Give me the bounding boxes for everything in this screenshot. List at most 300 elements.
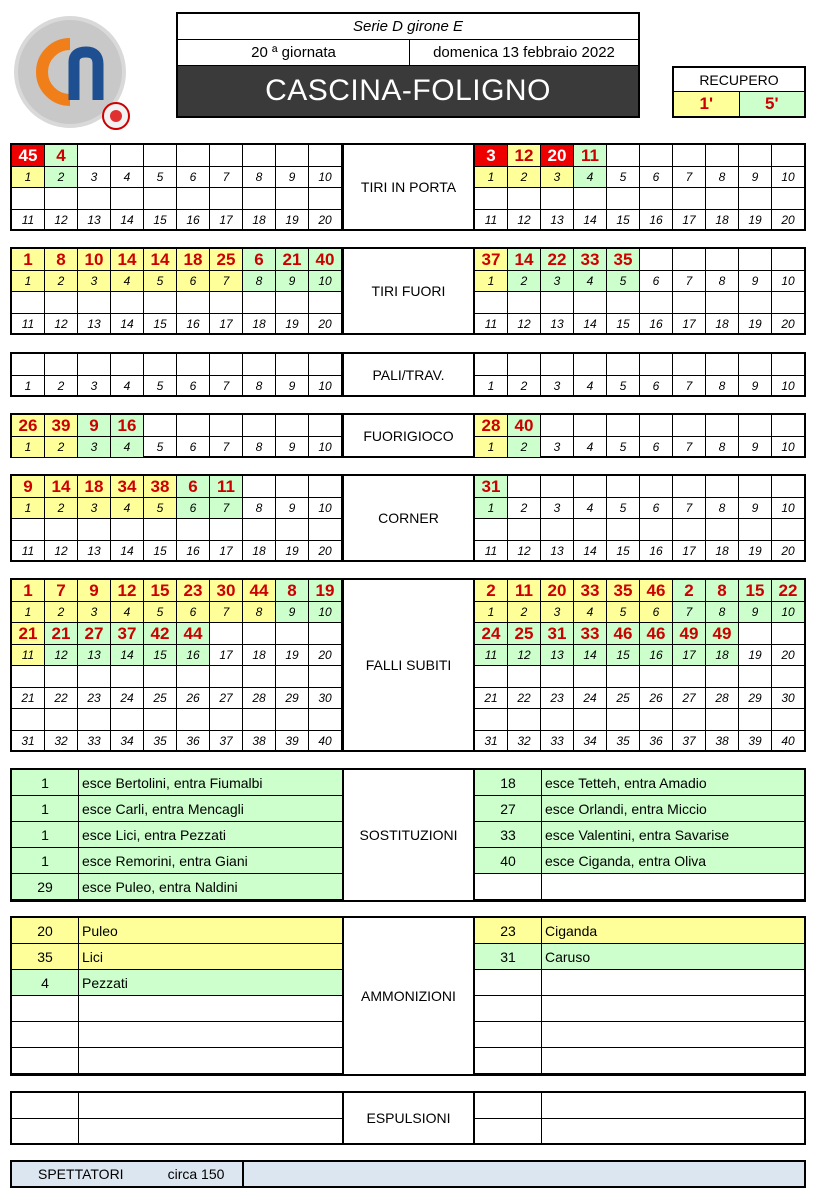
index-cell: 37 [210, 731, 243, 752]
minute-cell [706, 476, 739, 498]
list-item [475, 918, 804, 944]
event-text [542, 996, 804, 1021]
index-cell: 19 [276, 645, 309, 666]
list-item [12, 1048, 344, 1074]
minute-cell [508, 666, 541, 688]
index-cell: 7 [210, 376, 243, 397]
index-cell: 7 [210, 271, 243, 292]
minute-cell [177, 145, 210, 167]
minute-cell [45, 188, 78, 210]
list-item [475, 796, 804, 822]
minute-cell [739, 292, 772, 314]
minute-cell: 33 [574, 249, 607, 271]
minute-cell: 11 [508, 580, 541, 602]
index-cell: 28 [243, 688, 276, 709]
minute-cell [309, 666, 342, 688]
index-cell: 20 [772, 210, 805, 231]
minute-cell: 8 [45, 249, 78, 271]
index-cell: 4 [574, 271, 607, 292]
minute-cell [45, 292, 78, 314]
minute-cell: 22 [541, 249, 574, 271]
minute-cell [210, 292, 243, 314]
minute-value: 1 [12, 770, 79, 795]
minute-cell [541, 354, 574, 376]
index-cell: 6 [177, 437, 210, 458]
index-cell: 25 [607, 688, 640, 709]
index-cell: 30 [309, 688, 342, 709]
minute-cell [739, 188, 772, 210]
index-cell: 16 [640, 541, 673, 562]
index-cell: 12 [508, 314, 541, 335]
index-cell: 13 [541, 314, 574, 335]
event-text: esce Valentini, entra Savarise [545, 826, 730, 843]
index-cell: 14 [574, 541, 607, 562]
minute-cell [177, 709, 210, 731]
index-cell: 34 [111, 731, 144, 752]
list-item [12, 770, 344, 796]
index-cell: 14 [111, 210, 144, 231]
minute-cell: 8 [706, 580, 739, 602]
index-cell: 15 [607, 645, 640, 666]
minute-cell [574, 415, 607, 437]
index-cell: 7 [673, 437, 706, 458]
index-cell: 9 [276, 498, 309, 519]
index-cell: 1 [12, 376, 45, 397]
minute-cell: 9 [78, 415, 111, 437]
minute-cell [78, 666, 111, 688]
minute-cell [739, 709, 772, 731]
index-cell: 9 [739, 437, 772, 458]
minute-cell [673, 145, 706, 167]
index-cell: 32 [45, 731, 78, 752]
list-item [475, 848, 804, 874]
minute-cell [78, 145, 111, 167]
minute-cell: 2 [475, 580, 508, 602]
minute-cell: 37 [475, 249, 508, 271]
index-cell: 2 [508, 376, 541, 397]
minute-cell: 40 [309, 249, 342, 271]
index-cell: 8 [706, 437, 739, 458]
minute-value [475, 996, 542, 1021]
index-cell: 26 [177, 688, 210, 709]
minute-cell [640, 519, 673, 541]
minute-cell: 40 [508, 415, 541, 437]
index-cell: 7 [210, 498, 243, 519]
index-cell: 5 [144, 271, 177, 292]
sostituzioni-label: SOSTITUZIONI [342, 770, 475, 900]
index-cell: 14 [574, 210, 607, 231]
minute-cell [45, 519, 78, 541]
minute-cell [673, 476, 706, 498]
minute-cell [210, 623, 243, 645]
tiri-in-porta-section [10, 143, 806, 231]
index-cell: 5 [144, 376, 177, 397]
minute-cell [276, 415, 309, 437]
index-cell: 20 [309, 645, 342, 666]
minute-cell: 31 [475, 476, 508, 498]
minute-cell [144, 145, 177, 167]
minute-cell: 22 [772, 580, 805, 602]
minute-cell: 26 [12, 415, 45, 437]
minute-value [475, 1119, 542, 1144]
index-cell: 7 [673, 498, 706, 519]
minute-cell: 20 [541, 145, 574, 167]
minute-cell: 44 [243, 580, 276, 602]
minute-value: 40 [475, 848, 542, 873]
list-item [475, 770, 804, 796]
index-cell: 40 [772, 731, 805, 752]
fuorigioco-label: FUORIGIOCO [342, 415, 475, 456]
index-cell: 16 [640, 210, 673, 231]
minute-cell [541, 292, 574, 314]
list-item [12, 1022, 344, 1048]
index-cell: 17 [210, 314, 243, 335]
index-cell: 40 [309, 731, 342, 752]
index-cell: 5 [607, 271, 640, 292]
event-text: esce Tetteh, entra Amadio [545, 774, 707, 791]
minute-cell [276, 623, 309, 645]
minute-value: 31 [475, 944, 542, 969]
list-item [12, 848, 344, 874]
index-cell: 4 [111, 437, 144, 458]
minute-value [12, 1119, 79, 1144]
index-cell: 3 [541, 271, 574, 292]
minute-cell [45, 709, 78, 731]
minute-cell [772, 666, 805, 688]
pali-section [10, 352, 806, 397]
index-cell: 16 [177, 314, 210, 335]
index-cell: 10 [309, 437, 342, 458]
minute-cell [309, 188, 342, 210]
minute-cell: 15 [739, 580, 772, 602]
index-cell: 2 [508, 602, 541, 623]
index-cell: 8 [706, 271, 739, 292]
minute-cell [177, 292, 210, 314]
index-cell: 22 [508, 688, 541, 709]
minute-cell [144, 354, 177, 376]
index-cell: 17 [673, 314, 706, 335]
index-cell: 32 [508, 731, 541, 752]
index-cell: 7 [210, 167, 243, 188]
minute-cell: 9 [12, 476, 45, 498]
list-item [12, 918, 344, 944]
minute-cell [739, 519, 772, 541]
index-cell: 6 [640, 271, 673, 292]
index-cell: 34 [574, 731, 607, 752]
event-text: Pezzati [82, 974, 128, 991]
minute-cell: 46 [640, 623, 673, 645]
minute-cell [210, 354, 243, 376]
index-cell: 22 [45, 688, 78, 709]
minute-cell: 11 [574, 145, 607, 167]
index-cell: 33 [78, 731, 111, 752]
event-text: Caruso [545, 948, 591, 965]
list-item [12, 822, 344, 848]
minute-cell [243, 519, 276, 541]
minute-cell: 45 [12, 145, 45, 167]
index-cell: 1 [12, 498, 45, 519]
minute-cell [144, 188, 177, 210]
index-cell: 6 [640, 376, 673, 397]
minute-cell [210, 145, 243, 167]
index-cell: 23 [78, 688, 111, 709]
minute-cell [12, 709, 45, 731]
minute-cell [673, 249, 706, 271]
minute-cell: 46 [640, 580, 673, 602]
minute-cell [640, 666, 673, 688]
round-label: 20 ª giornata [178, 40, 410, 65]
minute-cell: 34 [111, 476, 144, 498]
minute-cell [475, 354, 508, 376]
minute-cell [706, 354, 739, 376]
index-cell: 6 [177, 376, 210, 397]
index-cell: 5 [607, 167, 640, 188]
index-cell: 4 [574, 602, 607, 623]
minute-cell [541, 519, 574, 541]
minute-cell [45, 354, 78, 376]
minute-cell [276, 519, 309, 541]
minute-cell: 49 [673, 623, 706, 645]
minute-cell [111, 145, 144, 167]
index-cell: 16 [177, 645, 210, 666]
index-cell: 6 [640, 602, 673, 623]
minute-cell [739, 415, 772, 437]
index-cell: 29 [739, 688, 772, 709]
index-cell: 1 [12, 271, 45, 292]
event-text [542, 1093, 804, 1118]
index-cell: 3 [541, 437, 574, 458]
index-cell: 14 [111, 314, 144, 335]
minute-cell [78, 292, 111, 314]
event-text [79, 1048, 344, 1073]
index-cell: 6 [640, 167, 673, 188]
index-cell: 26 [640, 688, 673, 709]
index-cell: 12 [508, 541, 541, 562]
minute-cell [309, 709, 342, 731]
minute-value [475, 970, 542, 995]
index-cell: 13 [541, 210, 574, 231]
minute-cell [541, 476, 574, 498]
index-cell: 11 [12, 645, 45, 666]
minute-cell [243, 415, 276, 437]
minute-value: 1 [12, 848, 79, 873]
index-cell: 15 [607, 541, 640, 562]
index-cell: 11 [12, 314, 45, 335]
minute-cell: 35 [607, 249, 640, 271]
index-cell: 3 [78, 602, 111, 623]
index-cell: 36 [177, 731, 210, 752]
minute-cell [508, 709, 541, 731]
minute-cell [508, 188, 541, 210]
index-cell: 16 [177, 210, 210, 231]
minute-cell [706, 188, 739, 210]
index-cell: 21 [12, 688, 45, 709]
index-cell: 19 [739, 210, 772, 231]
index-cell: 12 [45, 314, 78, 335]
index-cell: 11 [475, 541, 508, 562]
match-header [176, 12, 640, 118]
minute-cell: 23 [177, 580, 210, 602]
index-cell: 18 [243, 314, 276, 335]
index-cell: 9 [276, 437, 309, 458]
list-item [475, 996, 804, 1022]
minute-cell [177, 415, 210, 437]
recupero-first-half: 1' [674, 92, 740, 116]
event-text: esce Ciganda, entra Oliva [545, 852, 707, 869]
minute-cell: 4 [45, 145, 78, 167]
minute-cell: 27 [78, 623, 111, 645]
minute-cell [309, 623, 342, 645]
minute-cell [607, 709, 640, 731]
index-cell: 10 [772, 498, 805, 519]
minute-cell [309, 519, 342, 541]
index-cell: 3 [78, 376, 111, 397]
list-item [12, 874, 344, 900]
index-cell: 36 [640, 731, 673, 752]
minute-cell: 2 [673, 580, 706, 602]
index-cell: 8 [706, 602, 739, 623]
index-cell: 11 [475, 210, 508, 231]
index-cell: 3 [541, 167, 574, 188]
falli-subiti-section [10, 578, 806, 752]
minute-cell [541, 415, 574, 437]
ammonizioni-label: AMMONIZIONI [342, 918, 475, 1074]
minute-cell [309, 476, 342, 498]
corner-section [10, 474, 806, 562]
index-cell: 15 [144, 314, 177, 335]
minute-cell [640, 249, 673, 271]
index-cell: 3 [78, 437, 111, 458]
index-cell: 13 [541, 645, 574, 666]
index-cell: 17 [673, 645, 706, 666]
index-cell: 18 [706, 210, 739, 231]
date-label: domenica 13 febbraio 2022 [433, 44, 615, 61]
index-cell: 31 [475, 731, 508, 752]
minute-cell [772, 188, 805, 210]
minute-cell [309, 145, 342, 167]
minute-cell [772, 519, 805, 541]
tiri-in-porta-label: TIRI IN PORTA [342, 145, 475, 229]
minute-cell: 39 [45, 415, 78, 437]
minute-cell [508, 476, 541, 498]
minute-cell [607, 415, 640, 437]
index-cell: 7 [673, 376, 706, 397]
minute-cell [508, 354, 541, 376]
index-cell: 12 [45, 210, 78, 231]
index-cell: 7 [673, 271, 706, 292]
index-cell: 19 [739, 645, 772, 666]
minute-value: 33 [475, 822, 542, 847]
index-cell: 6 [177, 498, 210, 519]
minute-cell: 33 [574, 623, 607, 645]
index-cell: 4 [111, 376, 144, 397]
event-text: esce Orlandi, entra Miccio [545, 800, 707, 817]
spettatori-value: circa 150 [167, 1166, 225, 1182]
minute-cell [772, 415, 805, 437]
event-text [79, 1022, 344, 1047]
minute-cell [144, 415, 177, 437]
index-cell: 5 [144, 498, 177, 519]
minute-value [12, 1093, 79, 1118]
minute-cell: 20 [541, 580, 574, 602]
minute-cell: 6 [243, 249, 276, 271]
index-cell: 19 [276, 541, 309, 562]
minute-cell [607, 519, 640, 541]
index-cell: 18 [706, 645, 739, 666]
index-cell: 15 [144, 541, 177, 562]
event-text: esce Lici, entra Pezzati [82, 826, 226, 843]
index-cell: 1 [12, 167, 45, 188]
minute-cell [177, 354, 210, 376]
minute-cell [673, 519, 706, 541]
index-cell: 30 [772, 688, 805, 709]
index-cell: 20 [772, 314, 805, 335]
index-cell: 21 [475, 688, 508, 709]
index-cell: 2 [45, 167, 78, 188]
index-cell: 14 [111, 645, 144, 666]
index-cell: 10 [309, 602, 342, 623]
index-cell: 8 [706, 498, 739, 519]
minute-cell [508, 292, 541, 314]
minute-cell [772, 249, 805, 271]
minute-cell [243, 188, 276, 210]
index-cell: 7 [210, 437, 243, 458]
minute-cell: 14 [45, 476, 78, 498]
corner-label: CORNER [342, 476, 475, 560]
index-cell: 3 [78, 167, 111, 188]
index-cell: 13 [78, 541, 111, 562]
index-cell: 5 [607, 376, 640, 397]
index-cell: 17 [673, 541, 706, 562]
minute-cell: 3 [475, 145, 508, 167]
minute-cell [78, 709, 111, 731]
fuorigioco-section [10, 413, 806, 458]
minute-cell [607, 476, 640, 498]
minute-value: 1 [12, 822, 79, 847]
event-text: esce Bertolini, entra Fiumalbi [82, 774, 263, 791]
minute-cell [243, 354, 276, 376]
minute-cell [541, 709, 574, 731]
minute-cell [706, 666, 739, 688]
index-cell: 11 [475, 314, 508, 335]
index-cell: 39 [739, 731, 772, 752]
minute-cell [772, 145, 805, 167]
minute-cell: 33 [574, 580, 607, 602]
index-cell: 20 [772, 541, 805, 562]
minute-cell [706, 145, 739, 167]
minute-cell [772, 354, 805, 376]
index-cell: 15 [607, 314, 640, 335]
minute-cell [111, 709, 144, 731]
index-cell: 1 [12, 602, 45, 623]
index-cell: 13 [78, 645, 111, 666]
minute-cell [739, 623, 772, 645]
minute-cell [772, 292, 805, 314]
espulsioni-label: ESPULSIONI [342, 1093, 475, 1143]
minute-cell: 6 [177, 476, 210, 498]
index-cell: 5 [607, 602, 640, 623]
minute-cell [607, 292, 640, 314]
event-text: Puleo [82, 922, 118, 939]
minute-cell: 16 [111, 415, 144, 437]
index-cell: 8 [706, 376, 739, 397]
index-cell: 18 [243, 210, 276, 231]
minute-cell [276, 188, 309, 210]
minute-cell [276, 666, 309, 688]
minute-cell [276, 145, 309, 167]
index-cell: 6 [177, 602, 210, 623]
minute-cell [475, 666, 508, 688]
